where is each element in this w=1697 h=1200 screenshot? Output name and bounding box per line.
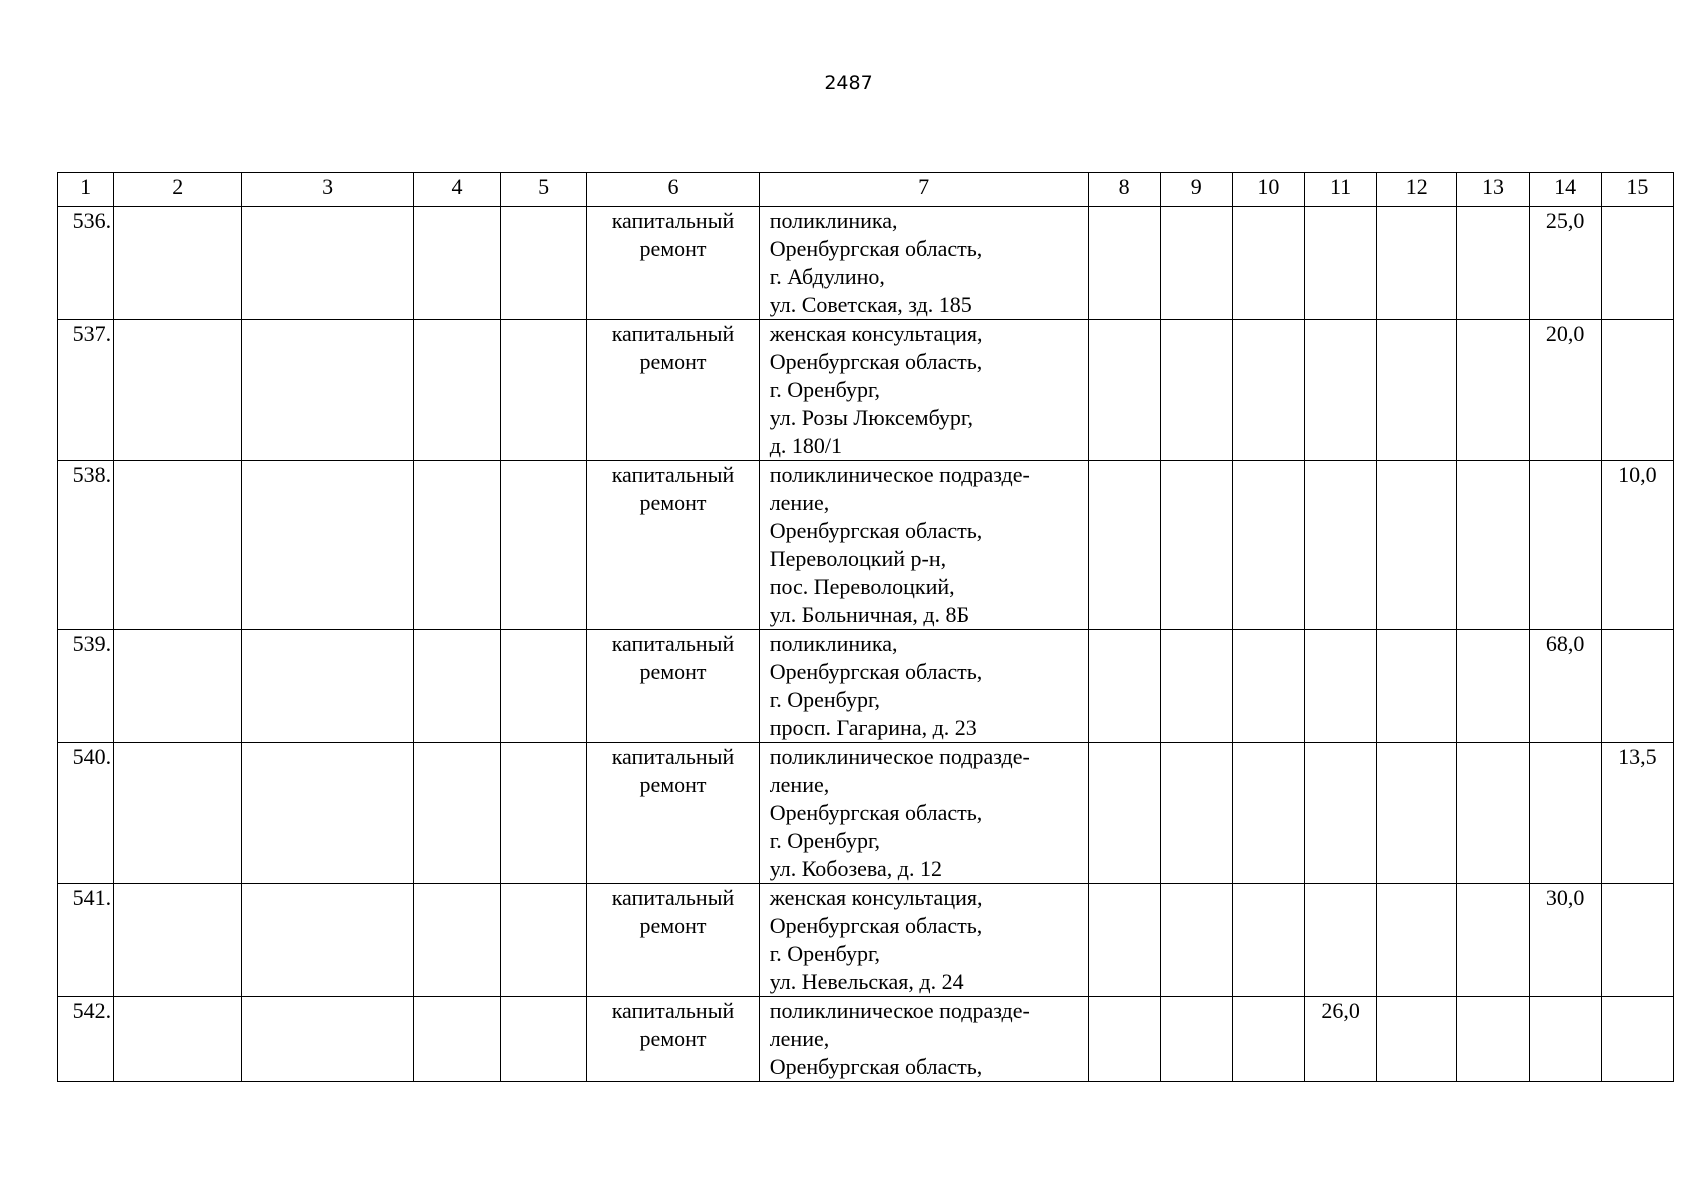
value-col11 [1305, 207, 1377, 320]
value-col15 [1601, 320, 1673, 461]
value-col15 [1601, 630, 1673, 743]
row-number: 537. [58, 320, 114, 461]
value-col14: 68,0 [1529, 630, 1601, 743]
column-header: 11 [1305, 173, 1377, 207]
table-row [58, 743, 1674, 884]
value-col15 [1601, 884, 1673, 997]
column-header: 1 [58, 173, 114, 207]
work-type: капитальный ремонт [611, 208, 735, 261]
row-number: 538. [58, 461, 114, 630]
value-col15: 10,0 [1601, 461, 1673, 630]
value-col14 [1529, 743, 1601, 884]
row-number: 542. [58, 997, 114, 1082]
object-description: поликлиническое подразде- ление, Оренбургская область, Переволоцкий р-н, пос. Переволоцкий, ул. Больничная, д. 8Б [769, 462, 1030, 627]
column-header: 2 [114, 173, 242, 207]
column-header: 13 [1457, 173, 1529, 207]
value-col15 [1601, 997, 1673, 1082]
work-type: капитальный ремонт [611, 998, 735, 1051]
page-number: 2487 [824, 72, 873, 94]
row-number: 536. [58, 207, 114, 320]
column-header: 9 [1160, 173, 1232, 207]
data-table [57, 172, 1674, 1082]
work-type: капитальный ремонт [611, 321, 735, 374]
value-col11 [1305, 743, 1377, 884]
object-description: женская консультация, Оренбургская область, г. Оренбург, ул. Розы Люксембург, д. 180/1 [769, 321, 983, 458]
work-type: капитальный ремонт [611, 744, 735, 797]
value-col11 [1305, 461, 1377, 630]
table-row [58, 630, 1674, 743]
table-row [58, 884, 1674, 997]
row-number: 541. [58, 884, 114, 997]
table-row [58, 997, 1674, 1082]
column-header: 3 [242, 173, 413, 207]
column-header: 5 [501, 173, 587, 207]
value-col14: 20,0 [1529, 320, 1601, 461]
column-header: 7 [759, 173, 1088, 207]
work-type: капитальный ремонт [611, 885, 735, 938]
column-header: 10 [1232, 173, 1304, 207]
column-header: 15 [1601, 173, 1673, 207]
value-col11: 26,0 [1305, 997, 1377, 1082]
value-col11 [1305, 630, 1377, 743]
value-col15: 13,5 [1601, 743, 1673, 884]
work-type: капитальный ремонт [611, 462, 735, 515]
value-col15 [1601, 207, 1673, 320]
row-number: 539. [58, 630, 114, 743]
object-description: поликлиника, Оренбургская область, г. Абдулино, ул. Советская, зд. 185 [769, 208, 983, 317]
column-header: 8 [1088, 173, 1160, 207]
column-header: 4 [413, 173, 500, 207]
value-col14: 30,0 [1529, 884, 1601, 997]
value-col11 [1305, 884, 1377, 997]
object-description: женская консультация, Оренбургская область, г. Оренбург, ул. Невельская, д. 24 [769, 885, 983, 994]
object-description: поликлиническое подразде- ление, Оренбургская область, [769, 998, 1030, 1079]
object-description: поликлиническое подразде- ление, Оренбургская область, г. Оренбург, ул. Кобозева, д. 12 [769, 744, 1030, 881]
value-col14 [1529, 461, 1601, 630]
value-col14: 25,0 [1529, 207, 1601, 320]
column-header: 14 [1529, 173, 1601, 207]
table-row [58, 207, 1674, 320]
column-header: 12 [1377, 173, 1457, 207]
table-row [58, 320, 1674, 461]
row-number: 540. [58, 743, 114, 884]
value-col14 [1529, 997, 1601, 1082]
work-type: капитальный ремонт [611, 631, 735, 684]
header-row [58, 173, 1674, 207]
object-description: поликлиника, Оренбургская область, г. Оренбург, просп. Гагарина, д. 23 [769, 631, 983, 740]
table-row [58, 461, 1674, 630]
column-header: 6 [587, 173, 759, 207]
value-col11 [1305, 320, 1377, 461]
